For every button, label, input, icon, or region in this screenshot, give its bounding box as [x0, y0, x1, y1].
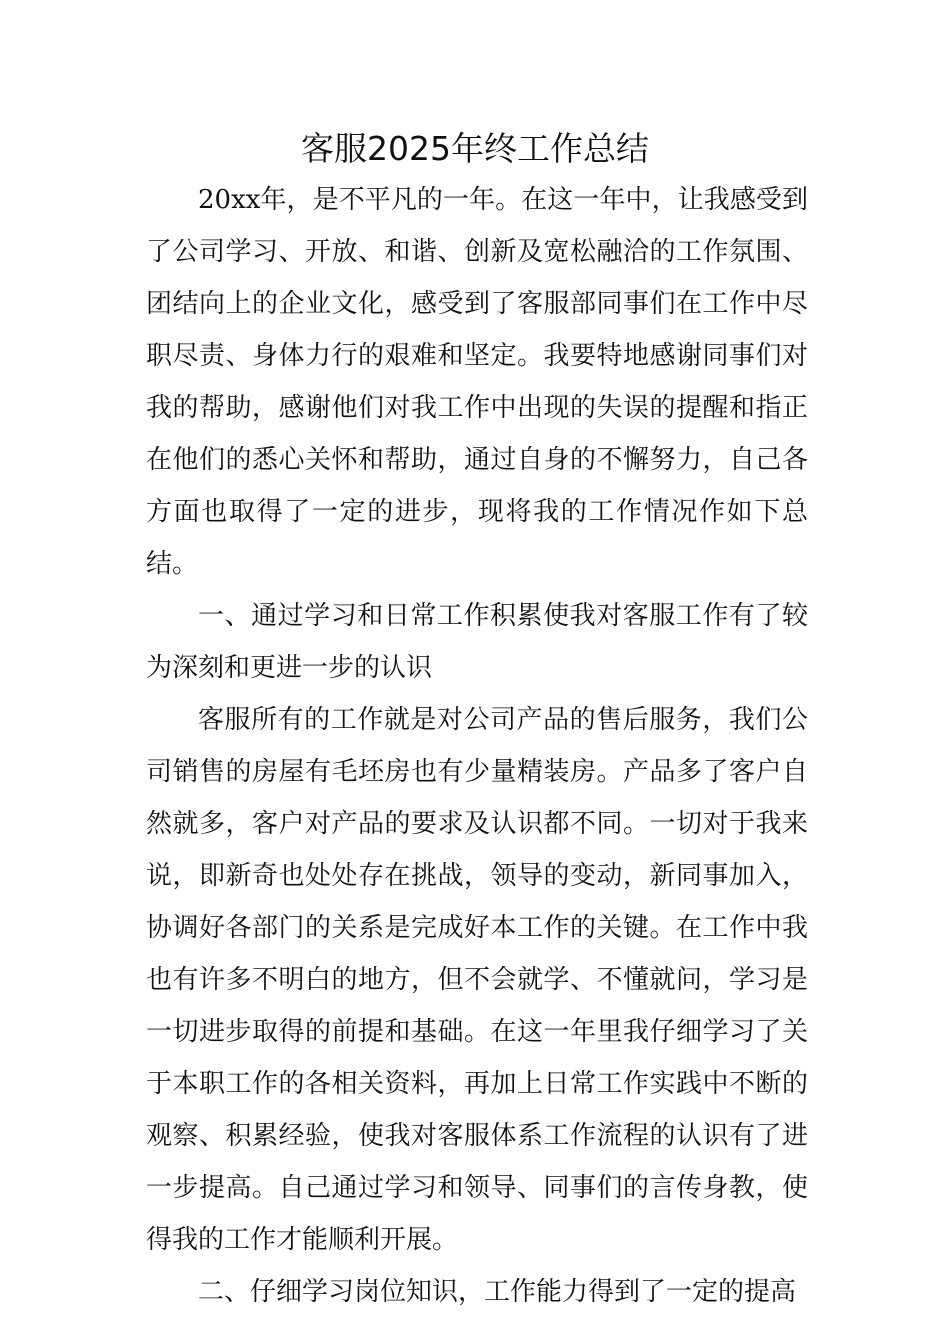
section-heading-2: 二、仔细学习岗位知识，工作能力得到了一定的提高 — [198, 1277, 797, 1307]
section-heading-1: 一、通过学习和日常工作积累使我对客服工作有了较为深刻和更进一步的认识 — [146, 601, 808, 683]
document-title: 客服2025年终工作总结 — [301, 129, 649, 168]
paragraph-section-1: 客服所有的工作就是对公司产品的售后服务，我们公司销售的房屋有毛坯房也有少量精装房。产品多了客户自然就多，客户对产品的要求及认识都不同。一切对于我来说，即新奇也处处存在挑战，领导的变动，新同事加入，协调好各部门的关系是完成好本工作的关键。在工作中我也有许多不明白的地方，但不会就学、不懂就问，学习是一切进步取得的前提和基础。在这一年里我仔细学习了关于本职工作的各相关资料，再加上日常工作实践中不断的观察、积累经验，使我对客服体系工作流程的认识有了进一步提高。自己通过学习和领导、同事们的言传身教，使得我的工作才能顺利开展。 — [146, 705, 808, 1255]
document-body — [146, 174, 808, 1318]
paragraph-intro: 20xx年，是不平凡的一年。在这一年中，让我感受到了公司学习、开放、和谐、创新及宽松融洽的工作氛围、团结向上的企业文化，感受到了客服部同事们在工作中尽职尽责、身体力行的艰难和坚定。我要特地感谢同事们对我的帮助，感谢他们对我工作中出现的失误的提醒和指正在他们的悉心关怀和帮助，通过自身的不懈努力，自己各方面也取得了一定的进步，现将我的工作情况作如下总结。 — [146, 185, 808, 579]
